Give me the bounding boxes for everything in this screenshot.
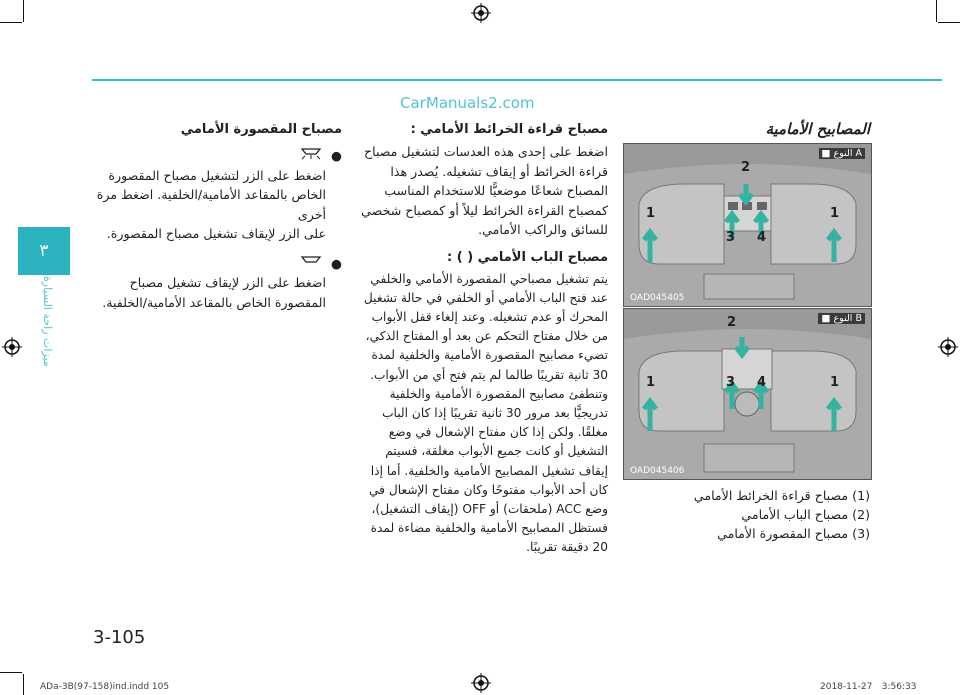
list-line: اضغط على الزر لتشغيل مصباح المقصورة (108, 167, 326, 183)
heading-map-lamp: مصباح قراءة الخرائط الأمامي : (410, 122, 608, 137)
figure-caption: A النوع ■ (819, 148, 866, 159)
heading-door-lamp: مصباح الباب الأمامي ( ) : (447, 249, 608, 265)
light-on-icon (286, 146, 326, 160)
chapter-tab: ٣ (18, 227, 70, 275)
registration-mark-icon (471, 673, 491, 693)
callout-1: 1 (646, 206, 656, 221)
figure-code: OAD045406 (630, 466, 685, 476)
figure-type-a (623, 143, 872, 307)
list-line: اضغط على الزر لإيقاف تشغيل مصباح (129, 275, 326, 290)
list-item (92, 254, 342, 313)
callout-1: 1 (646, 375, 656, 390)
figure-caption: B النوع ■ (818, 313, 865, 324)
page-number: 3-105 (93, 627, 146, 648)
figure-legend (630, 486, 870, 543)
callout-1: 1 (830, 206, 840, 221)
crop-mark (23, 674, 24, 695)
heading-interior-lamp: مصباح المقصورة الأمامي (180, 122, 342, 137)
list-line: على الزر لإيقاف تشغيل مصباح المقصورة. (106, 226, 326, 241)
watermark: CarManuals2.com (400, 94, 535, 112)
paragraph-map-lamp: اضغط على إحدى هذه العدسات لتشغيل مصباح قراءة الخرائط أو إيقاف تشغيله. يُصدر هذا المصباح شعاعًا موضعيًّا للاستخدام المناسب كمصباح القراءة الخرائط ليلاً أو كمصباح شخصي للسائق والراكب الأمامي. (361, 144, 608, 237)
column-middle (355, 120, 608, 558)
chapter-label: ميزات راحة السيارة (41, 276, 54, 367)
crop-mark (23, 0, 24, 22)
column-interior-lamp (92, 120, 342, 312)
crop-mark (938, 22, 960, 23)
bullet-icon: ● (331, 148, 342, 163)
header-rule (92, 79, 942, 81)
callout-2: 2 (727, 315, 737, 330)
registration-mark-icon (471, 3, 491, 23)
list-line: الخاص بالمقاعد الأمامية/الخلفية. اضغط مرة أخرى (96, 187, 326, 222)
callout-1: 1 (830, 375, 840, 390)
section-title: المصابيح الأمامية (765, 120, 870, 138)
registration-mark-icon (2, 337, 22, 357)
callout-4: 4 (757, 375, 767, 390)
bullet-icon: ● (331, 255, 342, 271)
list-line: المقصورة الخاص بالمقاعد الأمامية/الخلفية. (102, 294, 326, 310)
light-off-icon (286, 254, 326, 268)
callout-3: 3 (726, 230, 736, 245)
list-item (92, 146, 342, 244)
callout-2: 2 (741, 160, 751, 175)
overhead-console-illustration (624, 309, 871, 479)
figure-type-b (623, 308, 872, 480)
footer-timestamp: 2018-11-27 ⠀3:56:33 (820, 682, 917, 692)
crop-mark (0, 22, 22, 23)
figure-code: OAD045405 (630, 293, 685, 303)
legend-item: (3) مصباح المقصورة الأمامي (717, 526, 870, 541)
paragraph-door-lamp: يتم تشغيل مصباحي المقصورة الأمامي والخلفي عند فتح الباب الأمامي أو الخلفي في حالة تشغيل المحرك أو عدم تشغيله. وعند إلغاء قفل الأبواب من خلال مفتاح التحكم عن بعد أو المفتاح الذكي، تضيء مصابيح المقصورة الأمامية والخلفية لمدة 30 ثانية تقريبًا طالما لم يتم فتح أي من الأبواب. وتنطفئ مصابيح المقصورة الأمامية والخلفية تدريجيًّا بعد مرور 30 ثانية تقريبًا إذا كان الباب مغلقًا. ولكن إذا كان مفتاح الإشعال في وضع التشغيل أو كانت جميع الأبواب مغلقة، فسيتم إيقاف تشغيل المصابيح الأمامية والخلفية. أما إذا كان أحد الأبواب مفتوحًا وكان مفتاح الإشعال في وضع ACC (ملحقات) أو OFF (إيقاف التشغيل)، فستظل المصابيح الأمامية والخلفية مضاءة لمدة 20 دقيقة تقريبًا. (363, 271, 608, 555)
crop-mark (0, 672, 22, 673)
callout-4: 4 (757, 230, 767, 245)
legend-item: (1) مصباح قراءة الخرائط الأمامي (693, 488, 870, 503)
footer-file: ADa-3B(97-158)ind.indd 105 (40, 682, 170, 692)
registration-mark-icon (938, 337, 958, 357)
crop-mark (936, 0, 937, 22)
callout-3: 3 (726, 375, 736, 390)
legend-item: (2) مصباح الباب الأمامي (741, 507, 870, 522)
